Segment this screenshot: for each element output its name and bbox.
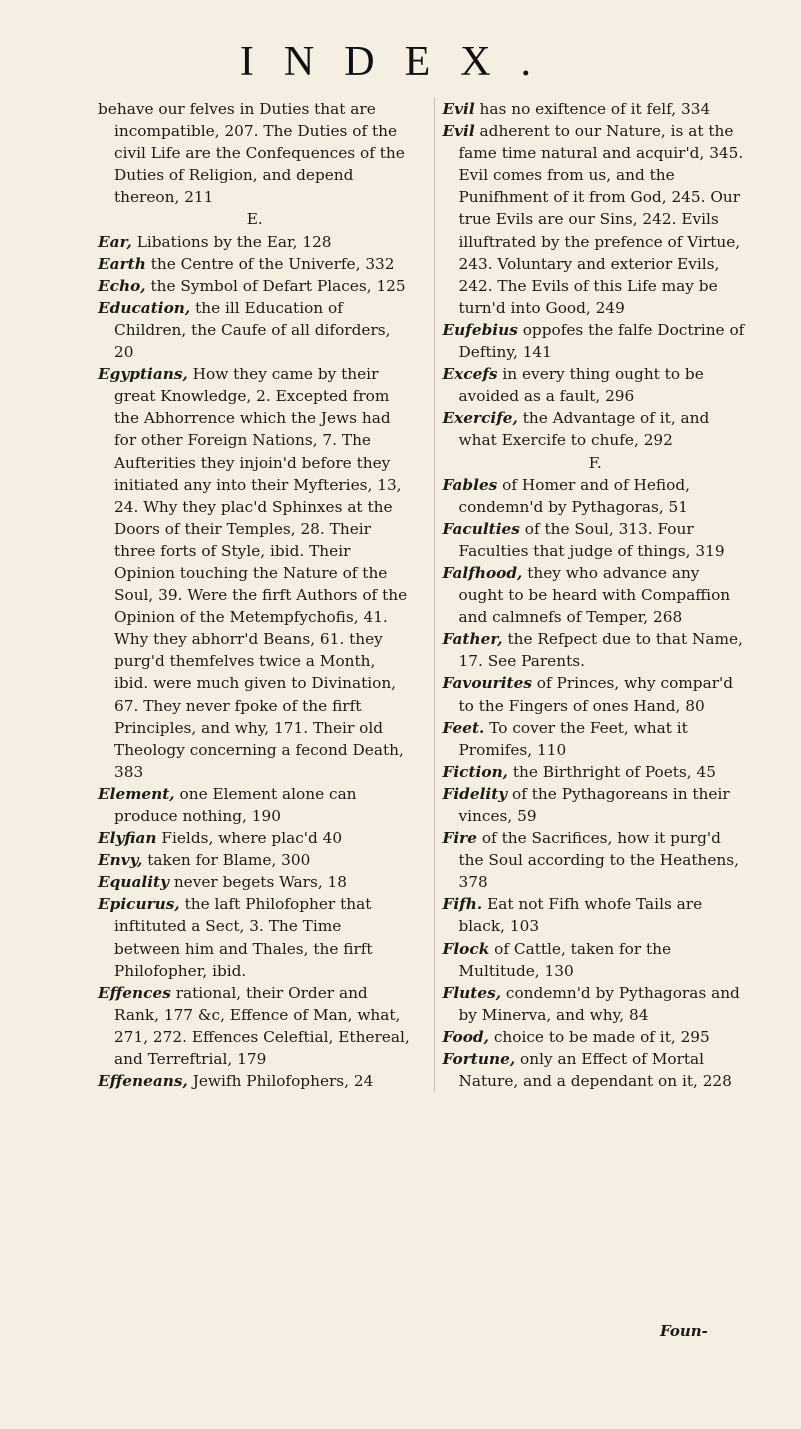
entry-term: Fables <box>442 475 498 494</box>
entry-term: Earth <box>98 254 146 273</box>
entry-text: Libations by the Ear, 128 <box>131 232 332 251</box>
index-entry <box>98 253 412 275</box>
entry-term: Flock <box>442 939 490 958</box>
entry-term: Echo, <box>98 276 146 295</box>
entry-text: behave our felves in Duties that are incompatible, 207. The Duties of the civil Life are the Confequences of the Duties of Religion, and depend thereon, 211 <box>98 100 405 207</box>
entry-term: Excefs <box>442 365 498 384</box>
entry-text: condemn'd by Pythagoras and by Minerva, and why, 84 <box>458 983 740 1024</box>
entry-text: taken for Blame, 300 <box>142 851 311 870</box>
entry-text: E. <box>246 210 263 229</box>
index-entry <box>443 827 749 893</box>
index-entry <box>98 275 412 297</box>
page-header: INDEX. <box>239 39 562 85</box>
entry-term: Flutes, <box>442 983 502 1002</box>
index-entry <box>98 827 412 849</box>
index-entry <box>98 1070 412 1092</box>
entry-text: the Centre of the Univerfe, 332 <box>145 254 395 273</box>
index-entry <box>443 628 749 672</box>
entry-text: of Princes, why compar'd to the Fingers of ones Hand, 80 <box>458 674 734 715</box>
entry-text: of Homer and of Hefiod, condemn'd by Pythagoras, 51 <box>458 475 690 516</box>
section-letter <box>443 452 749 474</box>
entry-text: of Cattle, taken for the Multitude, 130 <box>458 939 672 980</box>
entry-text: of the Sacrifices, how it purg'd the Soul according to the Heathens, 378 <box>458 829 739 892</box>
index-entry <box>443 98 749 120</box>
index-entry <box>443 319 749 363</box>
entry-term: Evil <box>442 100 475 118</box>
index-entry <box>98 871 412 893</box>
entry-term: Eufebius <box>442 320 518 339</box>
index-entry <box>443 938 749 982</box>
entry-term: Fiction, <box>442 762 509 781</box>
entry-text: only an Effect of Mortal Nature, and a dependant on it, 228 <box>458 1050 732 1091</box>
entry-term: Ear, <box>98 232 132 251</box>
entry-text: oppofes the falfe Doctrine of Deftiny, 141 <box>458 320 745 362</box>
index-entry <box>98 363 412 783</box>
catchword: Foun- <box>660 1322 708 1340</box>
entry-text: choice to be made of it, 295 <box>488 1027 710 1046</box>
index-entry <box>443 363 749 407</box>
entry-text: the laft Philofopher that inftituted a Sect, 3. The Time between him and Thales, the firft Philofopher, ibid. <box>114 895 373 980</box>
index-body <box>98 98 748 1092</box>
entry-text: of the Pythagoreans in their vinces, 59 <box>458 784 730 825</box>
entry-text: How they came by their great Knowledge, 2. Excepted from the Abhorrence which the Jews had for other Foreign Nations, 7. The Aufterities they injoin'd before they initiated any into their Myfteries, 13, 24. Why they plac'd Sphinxes at the Doors of their Temples, 28. Their three forts of Style, ibid. Their Opinion touching the Nature of the Soul, 39. Were the firft Authors of the Opinion of the Metempfychofis, 41. Why they abhorr'd Beans, 61. they purg'd themfelves twice a Month, ibid. were much given to Divination, 67. They never fpoke of the firft Principles, and why, 171. Their old Theology concerning a fecond Death, 383 <box>114 365 408 781</box>
index-entry <box>443 518 749 562</box>
entry-text: one Element alone can produce nothing, 190 <box>114 784 357 825</box>
index-entry <box>98 297 412 363</box>
entry-term: Food, <box>442 1027 489 1046</box>
entry-term: Fidelity <box>442 784 508 803</box>
index-entry <box>443 1048 749 1092</box>
entry-term: Faculties <box>442 519 520 538</box>
entry-text: the ill Education of Children, the Caufe of all diforders, 20 <box>114 298 391 362</box>
index-entry <box>443 761 749 783</box>
entry-term: Element, <box>98 784 175 803</box>
entry-term: Favourites <box>442 674 532 693</box>
entry-text: of the Soul, 313. Four Faculties that judge of things, 319 <box>458 519 725 560</box>
left-column <box>98 98 412 1092</box>
entry-term: Evil <box>442 122 475 141</box>
index-entry <box>443 562 749 628</box>
entry-term: Exercife, <box>442 409 518 428</box>
entry-text: Eat not Fifh whofe Tails are black, 103 <box>458 895 703 936</box>
index-entry <box>98 982 412 1070</box>
index-entry <box>98 98 412 208</box>
entry-term: Effences <box>98 983 171 1002</box>
entry-term: Feet. <box>442 718 485 737</box>
entry-term: Envy, <box>98 851 143 870</box>
index-entry <box>443 893 749 937</box>
entry-term: Fortune, <box>442 1050 516 1069</box>
entry-text: Fields, where plac'd 40 <box>156 829 343 848</box>
entry-term: Effeneans, <box>98 1072 188 1091</box>
index-entry <box>98 893 412 981</box>
entry-term: Falfhood, <box>442 563 523 582</box>
entry-text: F. <box>588 453 602 472</box>
entry-text: the Advantage of it, and what Exercife to chufe, 292 <box>458 409 710 450</box>
entry-text: in every thing ought to be avoided as a fault, 296 <box>458 365 704 406</box>
section-letter <box>98 208 412 230</box>
index-entry <box>98 849 412 871</box>
entry-text: Jewifh Philofophers, 24 <box>187 1072 374 1091</box>
entry-term: Equality <box>98 873 169 892</box>
entry-text: rational, their Order and Rank, 177 &c, Effence of Man, what, 271, 272. Effences Celeftial, Ethereal, and Terreftrial, 179 <box>114 983 410 1069</box>
index-entry <box>443 717 749 761</box>
entry-term: Fifh. <box>442 895 483 914</box>
entry-term: Egyptians, <box>98 365 188 384</box>
entry-text: adherent to our Nature, is at the fame time natural and acquir'd, 345. Evil comes from us, and the Punifhment of it from God, 245. Our true Evils are our Sins, 242. Evils illuftrated by the prefence of Virtue, 243. Voluntary and exterior Evils, 242. The Evils of this Life may be turn'd into Good, 249 <box>458 122 744 317</box>
entry-text: To cover the Feet, what it Promifes, 110 <box>458 718 688 759</box>
entry-text: the Symbol of Defart Places, 125 <box>145 276 406 295</box>
index-entry <box>443 1026 749 1048</box>
entry-text: the Birthright of Poets, 45 <box>508 762 716 781</box>
index-entry <box>443 407 749 451</box>
index-entry <box>443 783 749 827</box>
entry-term: Epicurus, <box>98 895 180 914</box>
entry-text: they who advance any ought to be heard with Compaffion and calmnefs of Temper, 268 <box>458 563 731 627</box>
index-entry <box>443 120 749 319</box>
entry-term: Fire <box>442 829 477 848</box>
entry-text: has no exiftence of it felf, 334 <box>474 100 711 118</box>
index-entry <box>443 474 749 518</box>
index-entry <box>443 982 749 1026</box>
entry-term: Father, <box>442 630 503 649</box>
index-entry <box>98 783 412 827</box>
entry-text: the Refpect due to that Name, 17. See Parents. <box>458 630 743 671</box>
right-column <box>434 98 749 1092</box>
entry-text: never begets Wars, 18 <box>168 873 348 892</box>
index-entry <box>443 672 749 716</box>
entry-term: Education, <box>98 298 191 317</box>
index-entry <box>98 231 412 253</box>
entry-term: Elyfian <box>98 829 157 848</box>
